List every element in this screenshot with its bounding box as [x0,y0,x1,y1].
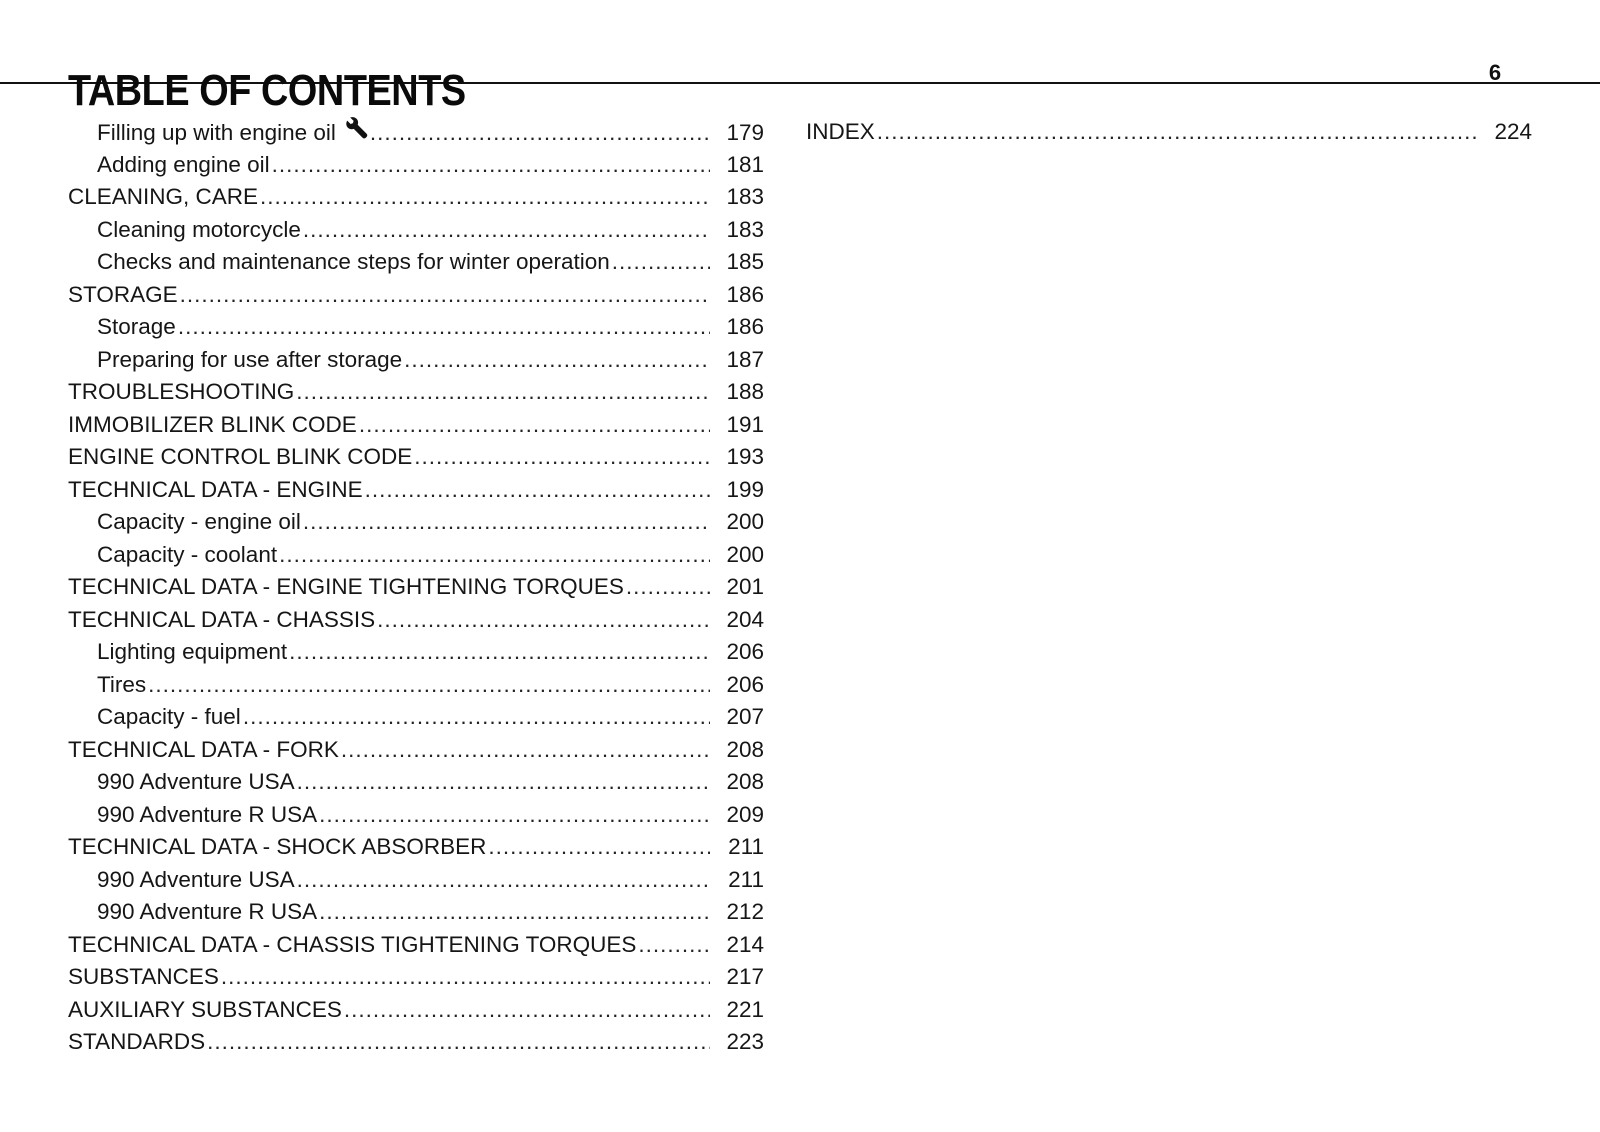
dot-leader [260,181,710,213]
toc-entry-label: 990 Adventure R USA [97,899,318,924]
toc-entry-page-number: 211 [728,834,764,859]
toc-entry-subsection[interactable] [68,311,764,344]
toc-entry-label: Capacity - coolant [97,541,278,567]
toc-entry-subsection[interactable] [68,246,764,279]
toc-entry-page-number: 214 [726,931,764,957]
wrench-icon [344,116,368,140]
dot-leader [297,864,710,896]
toc-entry-section[interactable] [68,734,764,767]
toc-entry-page-number: 208 [726,736,764,762]
toc-entry-subsection[interactable] [68,799,764,832]
dot-leader [626,571,710,603]
toc-entry-page-number: 186 [726,314,764,339]
dot-leader [638,929,710,961]
toc-entry-page-number: 181 [726,151,764,177]
dot-leader [178,311,710,343]
toc-entry-page-number: 185 [726,249,764,274]
toc-entry-label: Cleaning motorcycle [97,216,301,242]
toc-entry-page-number: 199 [726,476,764,502]
dot-leader [297,766,710,798]
toc-entry-subsection[interactable] [68,116,764,149]
toc-entry-label: TECHNICAL DATA - ENGINE [68,476,363,502]
dot-leader [289,636,710,668]
dot-leader [377,604,710,636]
dot-leader [414,441,710,473]
toc-entry-page-number: 212 [726,899,764,924]
dot-leader [279,539,710,571]
dot-leader [488,831,710,863]
toc-entry-label: INDEX [806,119,875,144]
toc-entry-section[interactable] [68,929,764,962]
toc-entry-label: Capacity - engine oil [97,509,301,534]
dot-leader [404,344,710,376]
toc-entry-label: Capacity - fuel [97,704,241,729]
toc-entry-section[interactable] [68,279,764,312]
toc-entry-subsection[interactable] [68,506,764,539]
toc-entry-label: STORAGE [68,281,178,307]
dot-leader [243,701,710,733]
toc-entry-subsection[interactable] [68,636,764,669]
toc-entry-label: ENGINE CONTROL BLINK CODE [68,444,413,469]
dot-leader [877,116,1478,148]
toc-entry-section[interactable] [68,604,764,637]
toc-entry-page-number: 206 [726,639,764,664]
toc-entry-label: TECHNICAL DATA - FORK [68,736,339,762]
dot-leader [341,734,710,766]
page-title: TABLE OF CONTENTS [68,66,466,116]
toc-entry-page-number: 201 [726,574,764,599]
dot-leader [207,1026,710,1058]
toc-entry-page-number: 217 [726,964,764,989]
toc-entry-subsection[interactable] [68,864,764,897]
toc-entry-subsection[interactable] [68,766,764,799]
toc-entry-subsection[interactable] [68,344,764,377]
dot-leader [319,896,710,928]
dot-leader [612,246,710,278]
dot-leader [272,149,710,181]
toc-entry-subsection[interactable] [68,214,764,247]
toc-entry-page-number: 204 [726,606,764,632]
toc-entry-label: 990 Adventure R USA [97,801,318,827]
toc-entry-label: TECHNICAL DATA - SHOCK ABSORBER [68,834,487,859]
toc-entry-page-number: 208 [726,769,764,794]
toc-entry-label: 990 Adventure USA [97,866,295,892]
toc-entry-subsection[interactable] [68,539,764,572]
toc-entry-page-number: 188 [726,379,764,404]
toc-entry-subsection[interactable] [68,149,764,182]
toc-entry-page-number: 224 [1494,119,1532,144]
toc-entry-label: TECHNICAL DATA - CHASSIS [68,606,376,632]
toc-entry-page-number: 211 [728,866,764,892]
toc-entry-section[interactable] [68,376,764,409]
toc-entry-page-number: 183 [726,184,764,209]
toc-entry-label: TECHNICAL DATA - CHASSIS TIGHTENING TORQUES [68,931,637,957]
toc-entry-label: TROUBLESHOOTING [68,379,295,404]
toc-entry-label: SUBSTANCES [68,964,219,989]
toc-entry-page-number: 200 [726,541,764,567]
page-header [0,0,1600,116]
toc-entry-section[interactable] [68,994,764,1027]
toc-right-column [806,116,1532,149]
toc-entry-page-number: 187 [726,346,764,372]
toc-entry-subsection[interactable] [68,701,764,734]
toc-entry-section[interactable] [68,571,764,604]
toc-entry-page-number: 207 [726,704,764,729]
dot-leader [180,279,710,311]
toc-entry-label: Lighting equipment [97,639,288,664]
page-number: 6 [1488,60,1502,85]
toc-entry-label: IMMOBILIZER BLINK CODE [68,411,357,437]
toc-entry-label: Checks and maintenance steps for winter operation [97,249,610,274]
toc-entry-label: Tires [97,671,147,697]
toc-entry-section[interactable] [68,1026,764,1059]
toc-entry-page-number: 179 [726,120,764,145]
dot-leader [370,117,710,149]
toc-entry-label: CLEANING, CARE [68,184,259,209]
toc-entry-label: Filling up with engine oil [97,120,336,145]
toc-entry-section[interactable] [68,409,764,442]
toc-entry-subsection[interactable] [68,669,764,702]
toc-entry-label: 990 Adventure USA [97,769,295,794]
toc-entry-page-number: 200 [726,509,764,534]
toc-entry-label: TECHNICAL DATA - ENGINE TIGHTENING TORQUES [68,574,624,599]
toc-entry-label: Adding engine oil [97,151,270,177]
toc-entry-section[interactable] [68,831,764,864]
dot-leader [148,669,710,701]
toc-entry-label: Preparing for use after storage [97,346,403,372]
toc-entry-page-number: 193 [726,444,764,469]
toc-entry-page-number: 206 [726,671,764,697]
dot-leader [365,474,710,506]
toc-entry-subsection[interactable] [68,896,764,929]
toc-entry-label: STANDARDS [68,1029,206,1054]
dot-leader [296,376,710,408]
dot-leader [359,409,710,441]
toc-entry-page-number: 191 [726,411,764,437]
dot-leader [319,799,710,831]
toc-entry-section[interactable] [68,961,764,994]
toc-entry-page-number: 186 [726,281,764,307]
dot-leader [221,961,710,993]
toc-entry-section[interactable] [806,116,1532,149]
dot-leader [344,994,710,1026]
toc-entry-page-number: 183 [726,216,764,242]
toc-entry-page-number: 209 [726,801,764,827]
toc-entry-label: Storage [97,314,176,339]
toc-entry-section[interactable] [68,441,764,474]
toc-entry-section[interactable] [68,181,764,214]
toc-entry-page-number: 223 [726,1029,764,1054]
toc-entry-section[interactable] [68,474,764,507]
dot-leader [303,214,710,246]
dot-leader [303,506,710,538]
toc-left-column [68,116,764,1059]
toc-entry-page-number: 221 [726,996,764,1022]
toc-entry-label: AUXILIARY SUBSTANCES [68,996,342,1022]
